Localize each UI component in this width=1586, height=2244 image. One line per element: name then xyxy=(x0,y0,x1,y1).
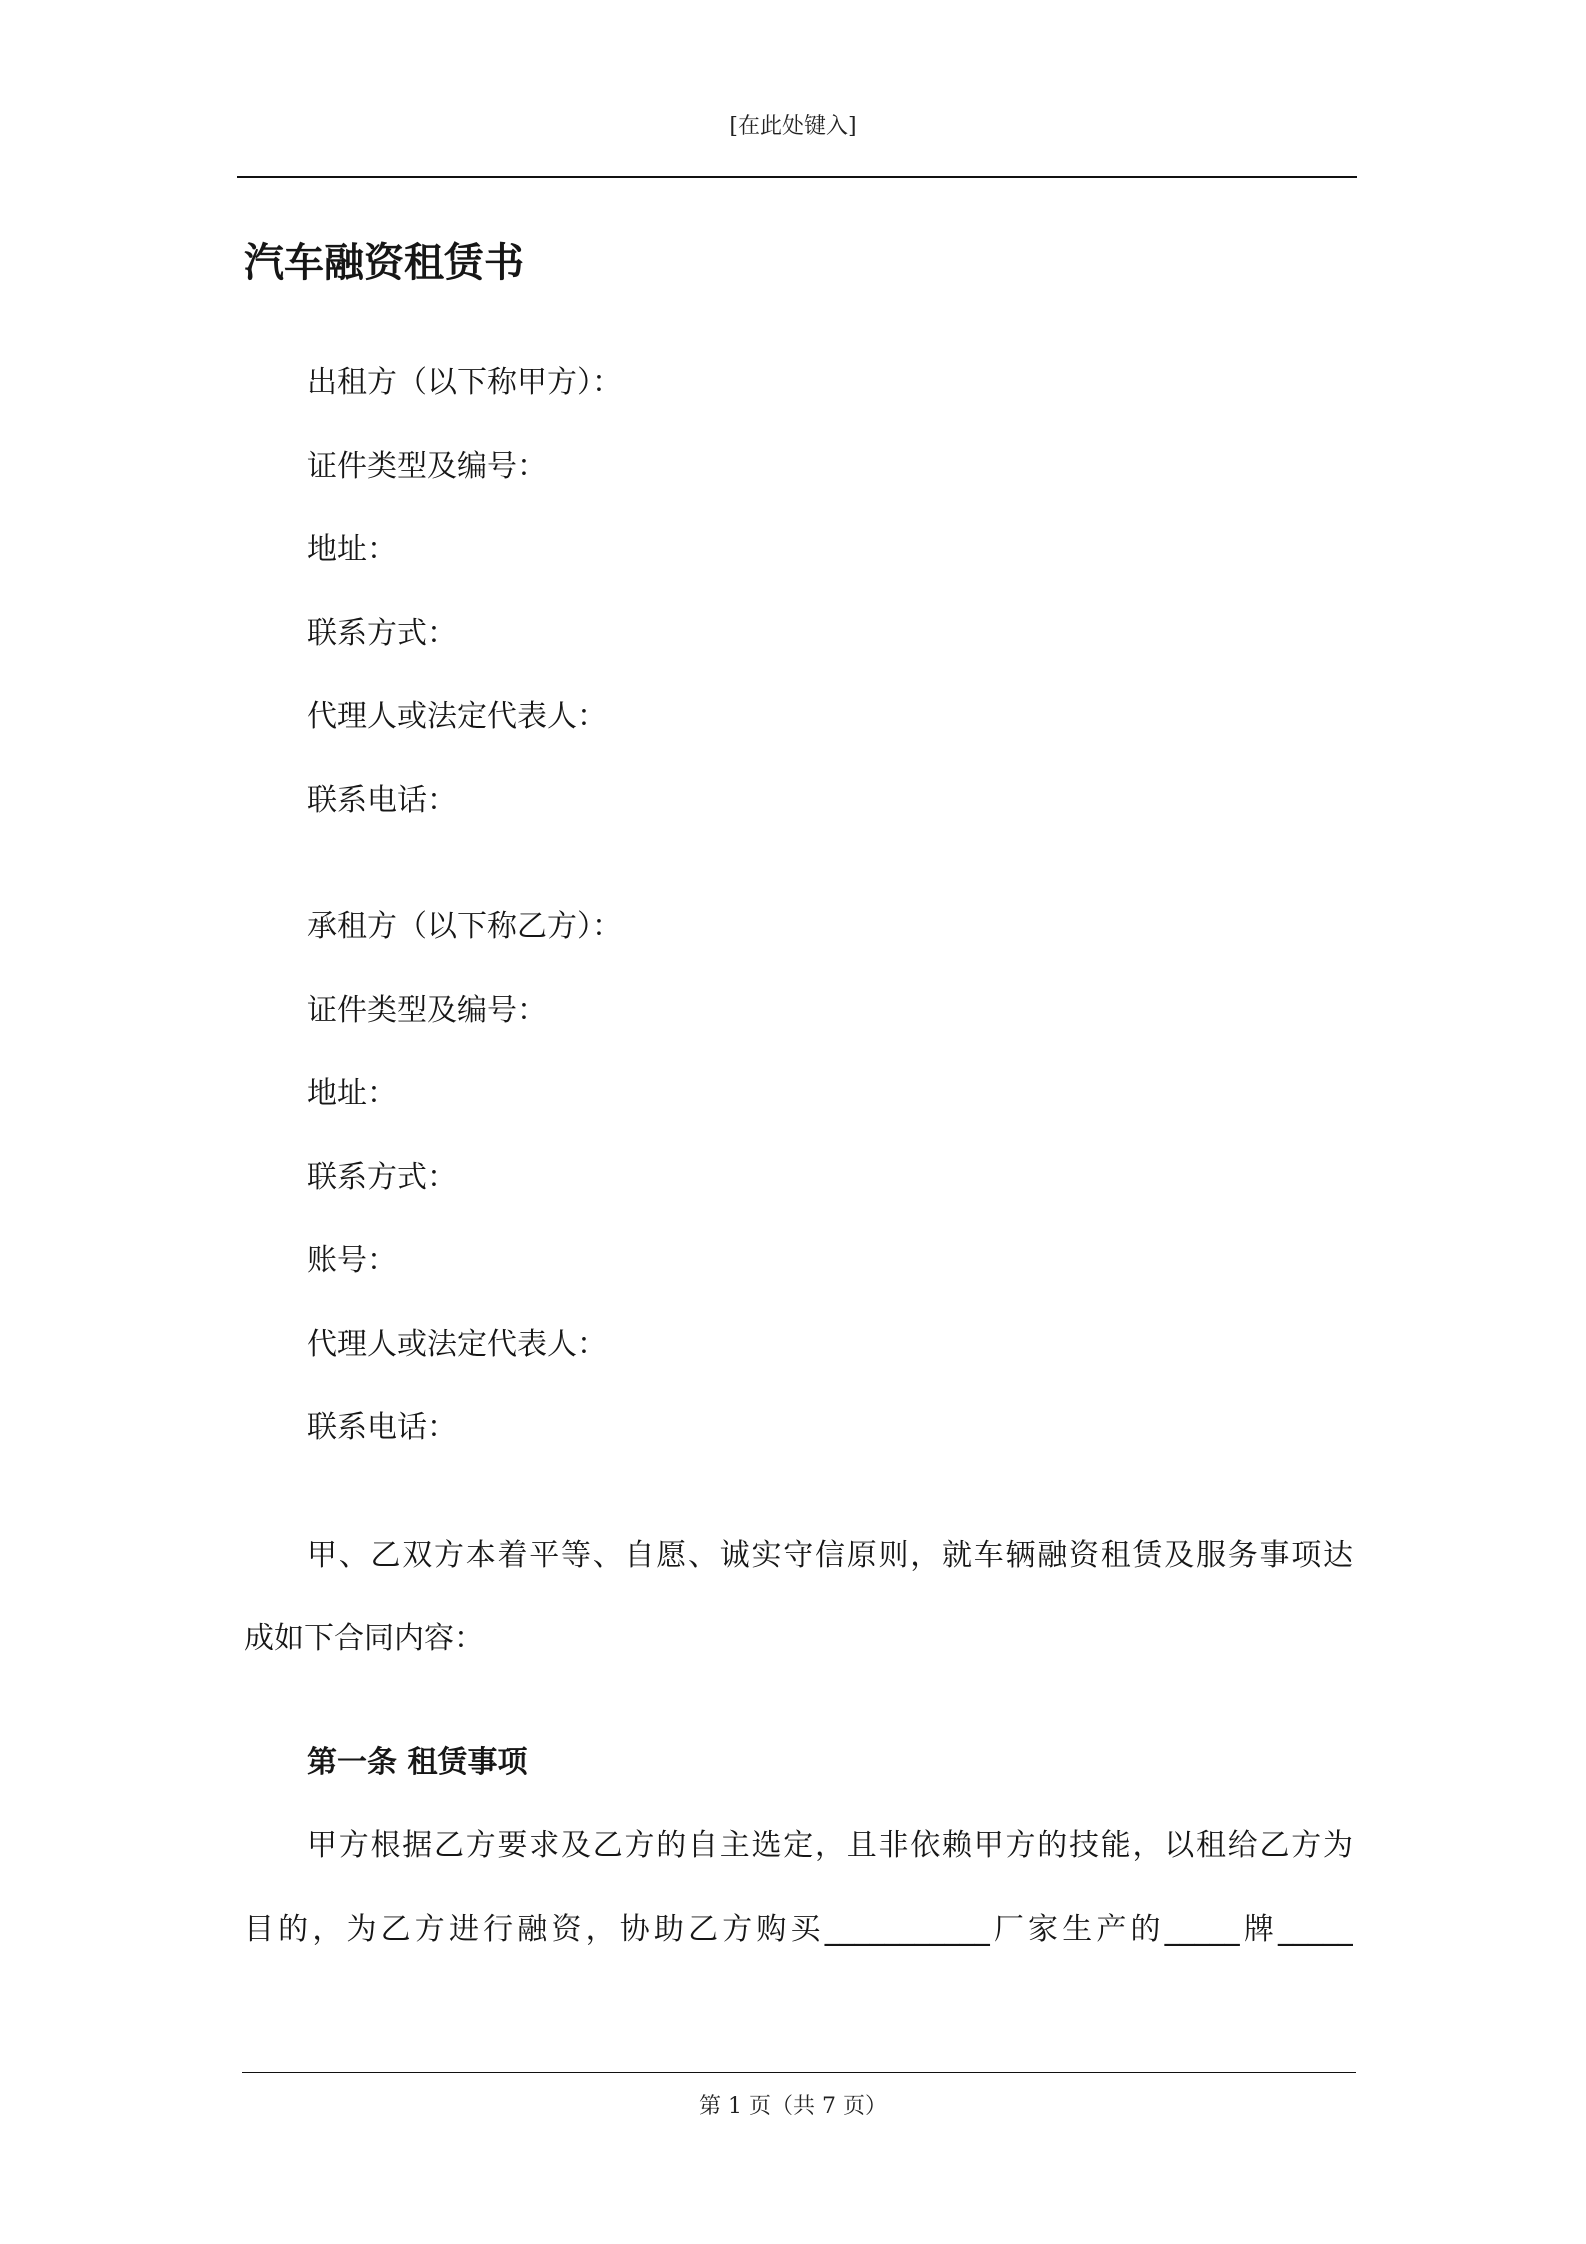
lessee-contact-field: 联系方式： xyxy=(307,1159,457,1195)
lessor-id-field: 证件类型及编号： xyxy=(307,448,547,484)
preamble-line: 成如下合同内容： xyxy=(244,1621,484,1656)
footer-divider xyxy=(242,2072,1356,2073)
lessor-contact-field: 联系方式： xyxy=(307,615,457,651)
lessor-heading: 出租方（以下称甲方）： xyxy=(307,365,622,400)
lessee-phone-field: 联系电话： xyxy=(307,1410,457,1445)
lessee-id-field: 证件类型及编号： xyxy=(307,992,547,1028)
article-1-line: 甲方根据乙方要求及乙方的自主选定，且非依赖甲方的技能，以租给乙方为 xyxy=(307,1828,1353,1863)
header-placeholder: [在此处键入] xyxy=(729,114,857,139)
lessor-phone-field: 联系电话： xyxy=(307,782,457,818)
lessee-account-field: 账号： xyxy=(307,1243,397,1278)
document-title: 汽车融资租赁书 xyxy=(244,240,524,286)
document-body xyxy=(244,341,1353,1971)
header-divider xyxy=(237,176,1357,178)
article-1-line: 目的，为乙方进行融资，协助乙方购买___________厂家生产的_____牌_____ xyxy=(244,1911,1353,1947)
lessee-address-field: 地址： xyxy=(307,1076,397,1111)
page-number: 第 1 页（共 7 页） xyxy=(699,2094,887,2119)
preamble-line: 甲、乙双方本着平等、自愿、诚实守信原则，就车辆融资租赁及服务事项达 xyxy=(307,1537,1353,1573)
article-1-heading: 第一条 租赁事项 xyxy=(307,1744,528,1780)
lessee-agent-field: 代理人或法定代表人： xyxy=(307,1326,607,1362)
lessor-address-field: 地址： xyxy=(307,532,397,567)
lessor-agent-field: 代理人或法定代表人： xyxy=(307,699,607,734)
lessee-heading: 承租方（以下称乙方）： xyxy=(307,909,622,944)
